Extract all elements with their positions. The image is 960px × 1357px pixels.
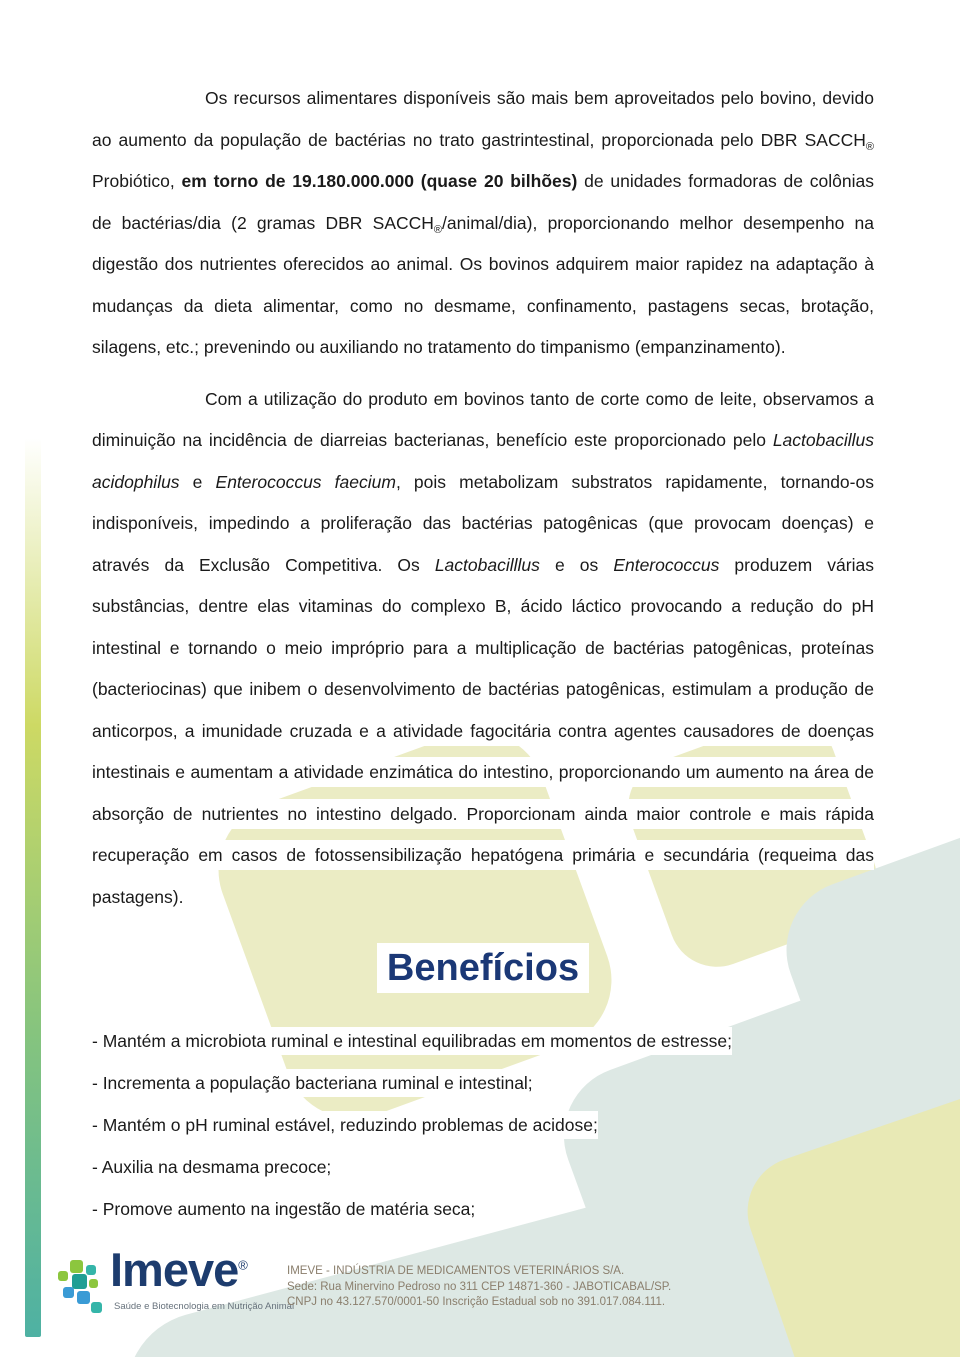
benefit-item-text: - Mantém o pH ruminal estável, reduzindo problemas de acidose; [92,1111,598,1139]
logo-square-icon [72,1274,87,1289]
paragraph-1: Os recursos alimentares disponíveis são mais bem aproveitados pelo bovino, devido ao aumento da população de bactérias no trato gastrintestinal, proporcionada pelo DBR $SACCH_®$ Probiótico, em torno de 19.180.000.000 (quase 20 bilhões) de unidades formadoras de colônias de bactérias/dia (2 gramas DBR $SACCH_®/animal/dia$), proporcionando melhor desempenho na digestão dos nutrientes oferecidos ao animal. Os bovinos adquirem maior rapidez na adaptação à mudanças da dieta alimentar, como no desmame, confinamento, pastagens secas, brotação, silagens, etc.; prevenindo ou auxiliando no tratamento do timpanismo (empanzinamento). [92,78,874,369]
benefit-item [92,1188,874,1230]
company-info-line: CNPJ no 43.127.570/0001-50 Inscrição Estadual sob no 391.017.084.111. [287,1296,666,1308]
company-info-line: Sede: Rua Minervino Pedroso no 311 CEP 14871-360 - JABOTICABAL/SP. [287,1280,672,1293]
benefits-heading [92,938,874,1006]
logo-text: Imeve [110,1243,239,1296]
benefit-item [92,1146,874,1188]
logo-square-icon [89,1279,98,1288]
benefit-item [92,1020,874,1062]
logo-wordmark [110,1242,247,1297]
registered-trademark-symbol: ® [238,1257,247,1273]
benefits-heading-text: Benefícios [377,943,589,993]
logo-square-icon [70,1260,83,1273]
company-info-line: IMEVE - INDÚSTRIA DE MEDICAMENTOS VETERINÁRIOS S/A. [287,1265,625,1277]
benefit-item [92,1062,874,1104]
paragraph-2: Com a utilização do produto em bovinos tanto de corte como de leite, observamos a diminuição na incidência de diarreias bacterianas, benefício este proporcionado pelo Lactobacillus acidophilus e Enterococcus faecium, pois metabolizam substratos rapidamente, tornando-os indisponíveis, impedindo a proliferação das bactérias patogênicas (que provocam doenças) e através da Exclusão Competitiva. Os Lactobacilllus e os Enterococcus produzem várias substâncias, dentre elas vitaminas do complexo B, ácido láctico provocando a redução do pH intestinal e tornando o meio impróprio para a multiplicação de bactérias patogênicas, proteínas (bacteriocinas) que inibem o desenvolvimento de bactérias patogênicas, estimulam a produção de anticorpos, a imunidade cruzada e a atividade fagocitária contra agentes causadores de doenças intestinais e aumentam a atividade enzimática do intestino, proporcionando um aumento na área de absorção de nutrientes no intestino delgado. Proporcionam ainda maior controle e mais rápida recuperação em casos de fotossensibilização hepatógena primária e secundária (requeima das pastagens). [92,379,874,919]
imeve-logo-icon [56,1258,108,1316]
page-footer [0,1243,960,1338]
benefit-item-text: - Mantém a microbiota ruminal e intestinal equilibradas em momentos de estresse; [92,1027,732,1055]
logo-square-icon [77,1291,90,1304]
company-info [287,1264,671,1311]
benefit-item-text: - Promove aumento na ingestão de matéria seca; [92,1195,475,1223]
benefit-item [92,1104,874,1146]
benefit-item-text: - Auxilia na desmama precoce; [92,1153,331,1181]
left-gradient-stripe [25,438,41,1337]
document-content [92,78,874,1230]
logo-square-icon [58,1271,68,1281]
logo-square-icon [63,1287,74,1298]
benefit-item-text: - Incrementa a população bacteriana ruminal e intestinal; [92,1069,533,1097]
logo-square-icon [91,1302,102,1313]
logo-tagline: Saúde e Biotecnologia em Nutrição Animal [114,1301,295,1312]
logo-square-icon [86,1265,96,1275]
benefits-list [92,1020,874,1230]
